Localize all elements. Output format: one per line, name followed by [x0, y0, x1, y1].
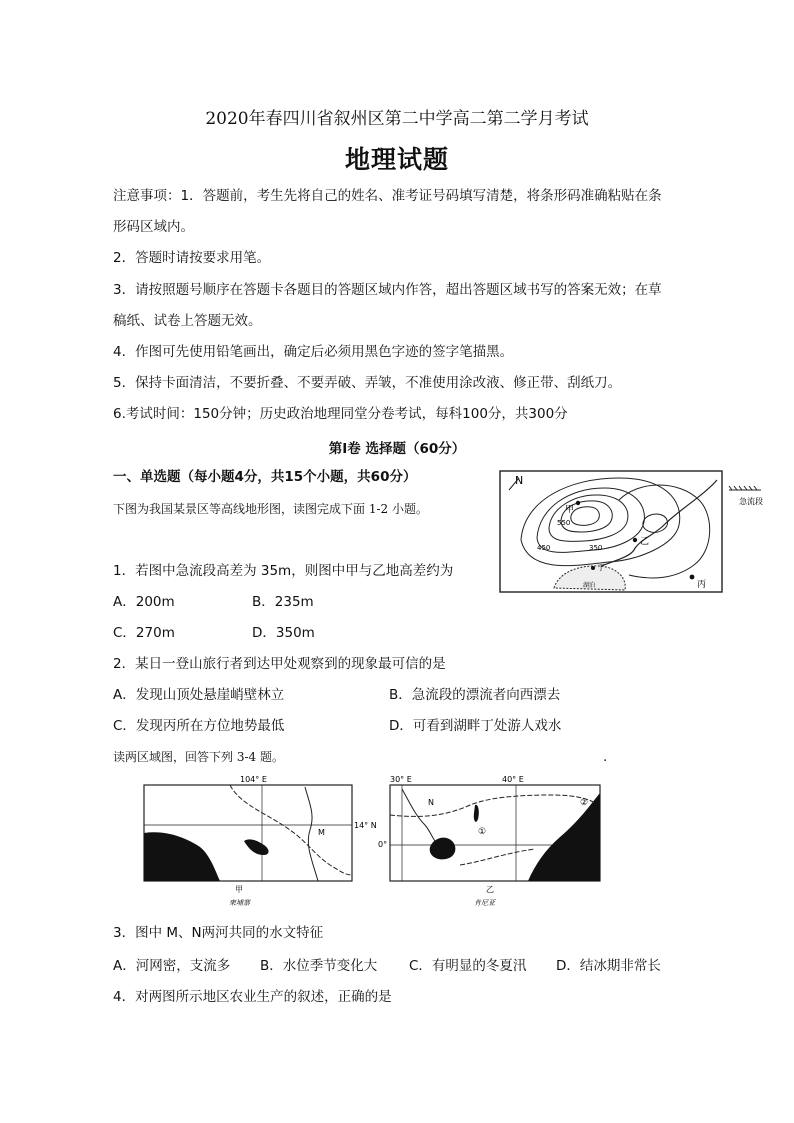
stray-dot: . [603, 749, 608, 765]
q1-option-d[interactable]: D．350m [252, 625, 315, 641]
contour-map [499, 470, 767, 593]
contour-450-label: 450 [537, 544, 551, 552]
river-n [402, 789, 435, 841]
intro-1: 下图为我国某景区等高线地形图，读图完成下面 1-2 小题。 [113, 502, 428, 516]
river [597, 480, 717, 568]
q1-option-a[interactable]: A．200m [113, 594, 175, 610]
part1-heading: 一、单选题（每小题4分，共15个小题，共60分） [113, 469, 417, 485]
section-title: 第Ⅰ卷 选择题（60分） [328, 441, 466, 457]
right-border [390, 795, 595, 816]
note-4: 4．作图可先使用铅笔画出，确定后必须用黑色字迹的签字笔描黑。 [113, 344, 514, 360]
lon-40-label: 40° E [502, 775, 524, 784]
note-1a: 注意事项：1．答题前，考生先将自己的姓名、准考证号码填写清楚，将条形码准确粘贴在条 [113, 188, 662, 204]
note-5: 5．保持卡面清洁，不要折叠、不要弄破、弄皱，不准使用涂改液、修正带、刮纸刀。 [113, 375, 622, 391]
q2-option-c[interactable]: C．发现丙所在方位地势最低 [113, 718, 285, 734]
contour-550-label: 550 [557, 519, 571, 527]
right-border-2 [460, 849, 535, 865]
contour-450 [537, 488, 644, 552]
left-border [230, 785, 352, 875]
note-2: 2．答题时请按要求用笔。 [113, 250, 271, 266]
yi-label: 乙 [640, 537, 650, 547]
ding-dot [591, 566, 595, 570]
yi-dot [633, 538, 637, 542]
circle-1-label: ① [478, 827, 487, 837]
contour-inner [571, 507, 600, 526]
bing-label: 丙 [697, 580, 707, 590]
q3-stem: 3．图中 M、N两河共同的水文特征 [113, 925, 324, 941]
q2-option-b[interactable]: B．急流段的漂流者向西漂去 [389, 687, 561, 703]
contour-350-label: 350 [589, 544, 603, 552]
note-6: 6.考试时间：150分钟；历史政治地理同堂分卷考试，每科100分，共300分 [113, 406, 568, 422]
contour-outer [521, 478, 680, 566]
lake-turkana [474, 805, 479, 822]
q2-option-d[interactable]: D．可看到湖畔丁处游人戏水 [389, 718, 562, 734]
lat-0-label: 0° [378, 840, 388, 849]
hill-small [643, 514, 668, 532]
q1-option-b[interactable]: B．235m [252, 594, 314, 610]
q2-stem: 2．某日一登山旅行者到达甲处观察到的现象最可信的是 [113, 656, 446, 672]
q1-stem: 1．若图中急流段高差为 35m，则图中甲与乙地高差约为 [113, 563, 454, 579]
right-coast [528, 793, 600, 881]
river-m [305, 787, 318, 881]
circle-2-label: ② [580, 798, 589, 808]
q3-option-c[interactable]: C．有明显的冬夏汛 [409, 958, 527, 974]
q3-option-a[interactable]: A．河网密，支流多 [113, 958, 231, 974]
left-coast [144, 832, 220, 881]
subject-title: 地理试题 [344, 145, 449, 174]
m-label: M [318, 828, 325, 837]
intro-2: 读两区域图，回答下列 3-4 题。 [113, 750, 284, 764]
lake-victoria [430, 838, 456, 860]
ding-label: 丁 [597, 563, 605, 572]
note-3b: 稿纸、试卷上答题无效。 [113, 313, 262, 329]
q1-option-c[interactable]: C．270m [113, 625, 175, 641]
q2-option-a[interactable]: A．发现山顶处悬崖峭壁林立 [113, 687, 285, 703]
q3-option-b[interactable]: B．水位季节变化大 [260, 958, 378, 974]
q3-option-d[interactable]: D．结冰期非常长 [556, 958, 661, 974]
rapid-legend-label: 急流段 [739, 497, 763, 506]
lat-14-label: 14° N [354, 821, 377, 830]
lon-30-label: 30° E [390, 775, 412, 784]
note-3a: 3．请按照题号顺序在答题卡各题目的答题区域内作答，超出答题区域书写的答案无效；在草 [113, 282, 662, 298]
note-1b: 形码区域内。 [113, 219, 194, 235]
n-label: N [428, 798, 434, 807]
lake-label: 湖泊 [583, 582, 596, 589]
country-left: 柬埔寨 [229, 899, 250, 907]
rapid-legend-icon [729, 486, 761, 490]
north-label: N [515, 474, 524, 487]
caption-right: 乙 [486, 885, 494, 894]
caption-left: 甲 [235, 885, 243, 894]
exam-title: 2020年春四川省叙州区第二中学高二第二学月考试 [205, 109, 589, 129]
region-maps [140, 775, 610, 910]
peak-jia-dot [576, 501, 580, 505]
q4-stem: 4．对两图所示地区农业生产的叙述，正确的是 [113, 989, 392, 1005]
country-right: 肯尼亚 [474, 899, 495, 907]
lon-104-label: 104° E [240, 775, 267, 784]
jia-label: 甲 [565, 505, 575, 515]
bing-dot [690, 575, 695, 580]
left-lake [244, 839, 269, 855]
